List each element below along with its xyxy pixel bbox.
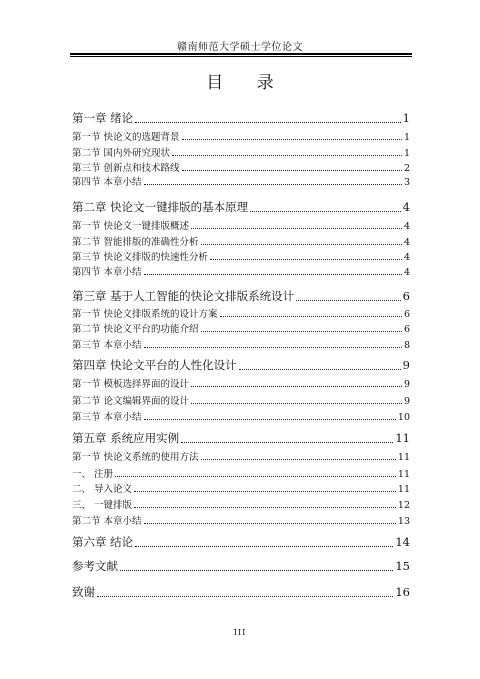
toc-entry-label: 第五章 系统应用实例 [72, 431, 180, 445]
toc-entry-label: 第三节 创新点和技术路线 [72, 163, 180, 174]
toc-leader-dots [181, 442, 393, 443]
toc-section-entry[interactable] [72, 249, 410, 263]
toc-section-entry[interactable] [72, 497, 410, 511]
toc-entry-page: 6 [402, 289, 410, 303]
toc-entry-page: 4 [403, 237, 410, 248]
toc-leader-dots [135, 122, 401, 123]
toc-chapter-entry[interactable] [72, 357, 410, 373]
toc-entry-label: 第二节 快论文平台的功能介绍 [72, 324, 199, 335]
toc-entry-page: 1 [402, 111, 410, 125]
toc-entry-page: 11 [395, 431, 410, 445]
toc-entry-label: 一、 注册 [72, 469, 114, 480]
toc-section-entry[interactable] [72, 218, 410, 232]
toc-entry-label: 三、 一键排版 [72, 500, 133, 511]
toc-section-entry[interactable] [72, 306, 410, 320]
toc-section-entry[interactable] [72, 466, 410, 480]
toc-leader-dots [144, 347, 402, 348]
toc-chapter-entry[interactable] [72, 558, 410, 574]
toc-section-entry[interactable] [72, 264, 410, 278]
toc-entry-label: 参考文献 [72, 559, 118, 573]
toc-section-entry[interactable] [72, 174, 410, 188]
toc-leader-dots [210, 259, 402, 260]
toc-entry-page: 4 [403, 252, 410, 263]
toc-leader-dots [144, 274, 402, 275]
toc-section-entry[interactable] [72, 160, 410, 174]
toc-leader-dots [134, 491, 396, 492]
toc-entry-label: 第一章 绪论 [72, 111, 134, 125]
toc-chapter-entry[interactable] [72, 199, 410, 215]
toc-entry-label: 第三章 基于人工智能的快论文排版系统设计 [72, 289, 295, 303]
toc-leader-dots [220, 316, 402, 317]
toc-entry-label: 第三节 本章小结 [72, 340, 142, 351]
toc-leader-dots [250, 211, 401, 212]
header-rule [70, 53, 412, 55]
toc-entry-page: 13 [397, 516, 410, 527]
toc-entry-page: 11 [397, 484, 410, 495]
toc-entry-page: 4 [403, 221, 410, 232]
toc-chapter-entry[interactable] [72, 584, 410, 600]
toc-leader-dots [97, 596, 393, 597]
toc-section-entry[interactable] [72, 481, 410, 495]
toc-entry-page: 12 [397, 500, 410, 511]
toc-entry-page: 10 [397, 412, 410, 423]
toc-entry-label: 第二节 本章小结 [72, 516, 142, 527]
toc-leader-dots [182, 170, 402, 171]
toc-leader-dots [135, 546, 393, 547]
running-header: 赣南师范大学硕士学位论文 [177, 42, 303, 53]
toc-entry-label: 致谢 [72, 585, 95, 599]
toc-leader-dots [201, 331, 402, 332]
header-rule-thin [70, 56, 412, 57]
toc-entry-page: 14 [395, 535, 410, 549]
toc-entry-page: 11 [397, 452, 410, 463]
toc-entry-page: 16 [395, 585, 410, 599]
toc-entry-label: 第四章 快论文平台的人性化设计 [72, 358, 237, 372]
toc-entry-label: 第一节 快论文一键排版概述 [72, 221, 190, 232]
toc-leader-dots [191, 386, 402, 387]
toc-section-entry[interactable] [72, 513, 410, 527]
toc-entry-label: 第二节 论文编辑界面的设计 [72, 396, 190, 407]
toc-chapter-entry[interactable] [72, 110, 410, 126]
toc-leader-dots [182, 139, 402, 140]
toc-entry-page: 1 [403, 148, 410, 159]
toc-entry-page: 4 [403, 267, 410, 278]
toc-leader-dots [144, 184, 402, 185]
toc-chapter-entry[interactable] [72, 534, 410, 550]
toc-leader-dots [134, 507, 396, 508]
toc-leader-dots [144, 523, 396, 524]
toc-chapter-entry[interactable] [72, 288, 410, 304]
toc-entry-label: 第三节 快论文排版的快速性分析 [72, 252, 209, 263]
toc-leader-dots [191, 403, 402, 404]
toc-entry-page: 8 [403, 340, 410, 351]
toc-entry-label: 第三节 本章小结 [72, 412, 142, 423]
toc-section-entry[interactable] [72, 449, 410, 463]
page-number: III [233, 628, 247, 637]
toc-entry-label: 第二节 智能排版的准确性分析 [72, 237, 199, 248]
toc-entry-label: 第六章 结论 [72, 535, 134, 549]
toc-entry-page: 9 [403, 396, 410, 407]
toc-section-entry[interactable] [72, 321, 410, 335]
toc-entry-page: 3 [403, 177, 410, 188]
toc-leader-dots [239, 369, 401, 370]
toc-section-entry[interactable] [72, 145, 410, 159]
toc-entry-label: 第四节 本章小结 [72, 177, 142, 188]
toc-leader-dots [120, 570, 393, 571]
toc-entry-label: 第四节 本章小结 [72, 267, 142, 278]
toc-entry-label: 第二节 国内外研究现状 [72, 148, 171, 159]
toc-entry-page: 4 [402, 200, 410, 214]
toc-section-entry[interactable] [72, 409, 410, 423]
toc-entry-label: 第一节 模板选择界面的设计 [72, 379, 190, 390]
toc-section-entry[interactable] [72, 129, 410, 143]
toc-title: 目 录 [206, 73, 288, 93]
toc-entry-page: 2 [403, 163, 410, 174]
toc-leader-dots [191, 228, 402, 229]
toc-leader-dots [172, 155, 402, 156]
toc-section-entry[interactable] [72, 234, 410, 248]
toc-entry-label: 二、 导入论文 [72, 484, 133, 495]
toc-chapter-entry[interactable] [72, 430, 410, 446]
toc-entry-page: 6 [403, 324, 410, 335]
toc-entry-label: 第一节 快论文的选题背景 [72, 132, 180, 143]
toc-entry-page: 9 [402, 358, 410, 372]
toc-leader-dots [115, 476, 396, 477]
toc-entry-page: 9 [403, 379, 410, 390]
toc-section-entry[interactable] [72, 337, 410, 351]
toc-entry-page: 15 [395, 559, 410, 573]
toc-entry-label: 第一节 快论文系统的使用方法 [72, 452, 199, 463]
toc-leader-dots [201, 459, 396, 460]
toc-entry-label: 第一节 快论文排版系统的设计方案 [72, 309, 218, 320]
toc-entry-page: 11 [397, 469, 410, 480]
toc-entry-page: 1 [403, 132, 410, 143]
toc-leader-dots [144, 419, 396, 420]
toc-leader-dots [201, 244, 402, 245]
toc-leader-dots [296, 300, 401, 301]
toc-section-entry[interactable] [72, 376, 410, 390]
toc-entry-page: 6 [403, 309, 410, 320]
toc-entry-label: 第二章 快论文一键排版的基本原理 [72, 200, 249, 214]
toc-section-entry[interactable] [72, 393, 410, 407]
